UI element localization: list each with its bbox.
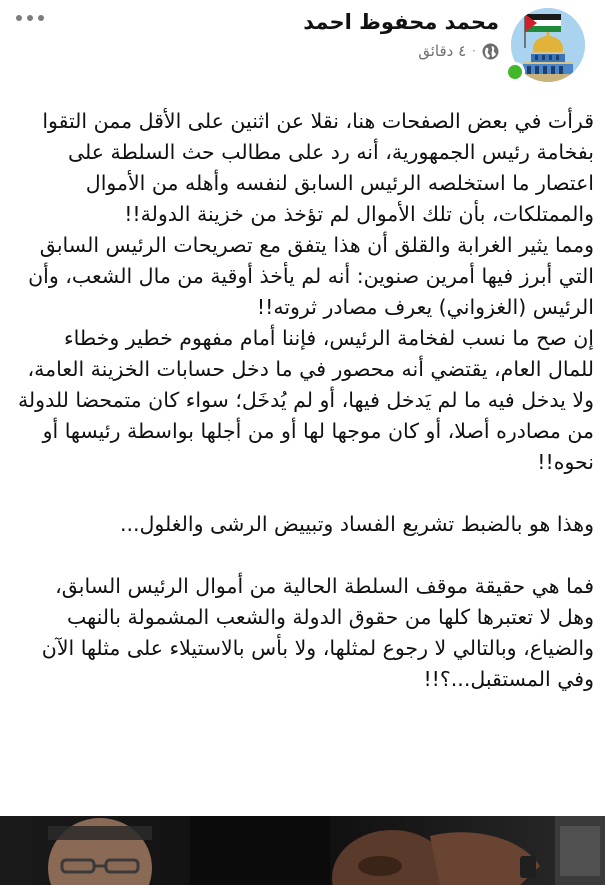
more-dot — [38, 15, 44, 21]
post-header — [0, 0, 605, 100]
author-name[interactable]: محمد محفوظ احمد — [303, 10, 499, 34]
post-meta — [418, 42, 499, 60]
globe-icon[interactable] — [482, 43, 499, 60]
post-photo[interactable] — [0, 816, 605, 885]
online-status-dot — [505, 62, 525, 82]
post-timestamp[interactable]: ٤ دقائق — [418, 42, 467, 60]
photo-image — [0, 816, 605, 885]
more-options-icon[interactable] — [10, 6, 50, 30]
post-paragraph: فما هي حقيقة موقف السلطة الحالية من أموال الرئيس السابق، وهل لا تعتبرها كلها من حقوق الدولة والشعب المشمولة بالنهب والضياع، وبالتالي لا رجوع لمثلها، ولا بأس بالاستيلاء على مثلها الآن وفي المستقبل...؟!! — [41, 574, 594, 691]
meta-separator: · — [472, 44, 476, 58]
more-dot — [16, 15, 22, 21]
paragraph-gap — [14, 478, 594, 509]
post-text — [14, 106, 594, 695]
post-paragraph: قرأت في بعض الصفحات هنا، نقلا عن اثنين على الأقل ممن التقوا بفخامة رئيس الجمهورية، أنه رد على مطالب حث السلطة على اعتصار ما استخلصه الرئيس السابق لنفسه وأهله من الأموال والممتلكات، بأن تلك الأموال لم تؤخذ من خزينة الدولة!! — [42, 109, 594, 226]
post-paragraph: وهذا هو بالضبط تشريع الفساد وتبييض الرشى والغلول... — [119, 512, 594, 536]
more-dot — [27, 15, 33, 21]
post-paragraph: إن صح ما نسب لفخامة الرئيس، فإننا أمام مفهوم خطير وخطاء للمال العام، يقتضي أنه محصور في ما دخل حسابات الخزينة العامة، ولا يدخل فيه ما لم يَدخل فيها، أو لم يُدخَل؛ سواء كان متمحضا للدولة من مصادره أصلا، أو كان موجها لها أو من أجلها بواسطة رئيسها أو نحوه!! — [17, 326, 594, 474]
post-paragraph: ومما يثير الغرابة والقلق أن هذا يتفق مع تصريحات الرئيس السابق التي أبرز فيها أمرين صنوين: أنه لم يأخذ أوقية من مال الشعب، وأن الرئيس (الغزواني) يعرف مصادر ثروته!! — [28, 233, 594, 319]
paragraph-gap — [14, 540, 594, 571]
